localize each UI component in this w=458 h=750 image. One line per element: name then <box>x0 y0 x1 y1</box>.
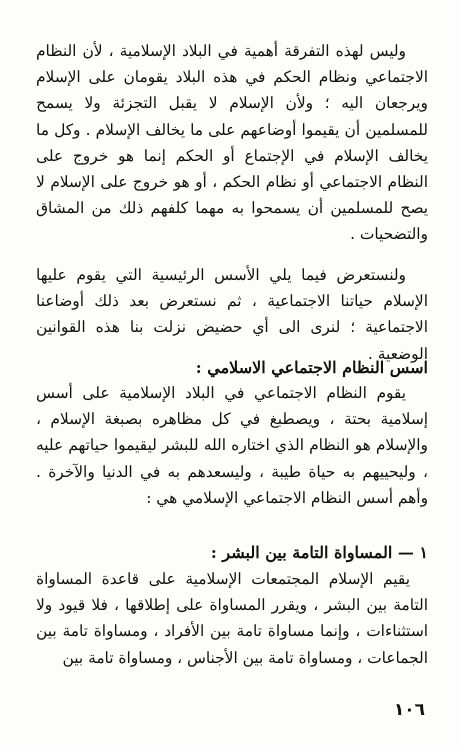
subsection-heading: ١ — المساواة التامة بين البشر : <box>210 543 428 562</box>
page-number: ١٠٦ <box>393 700 425 720</box>
paragraph-3: يقوم النظام الاجتماعي في البلاد الإسلامية على أسس إسلامية بحتة ، ويصطبغ في كل مظاهره بصبغة الإسلام ، والإسلام هو النظام الذي اختاره الله للبشر ليقيموا حياتهم عليه ، وليحييهم به حياة طيبة ، وليسعدهم به في الدنيا والآخرة . وأهم أسس النظام الاجتماعي الإسلامي هي : <box>36 384 428 507</box>
section-heading: اسس النظام الاجتماعي الاسلامي : <box>195 358 428 377</box>
paragraph-1: وليس لهذه التفرقة أهمية في البلاد الإسلامية ، لأن النظام الاجتماعي ونظام الحكم في هذه البلاد يقومان على الإسلام ويرجعان اليه ؛ ولأن الإسلام لا يقبل التجزئة ولا يسمح للمسلمين أن يقيموا أوضاعهم على ما يخالف الإسلام . وكل ما يخالف الإسلام في الإجتماع أو الحكم إنما هو خروج على النظام الاجتماعي أو نظام الحكم ، أو هو خروج على الإسلام لا يصح للمسلمين أن يسمحوا به مهما كلفهم ذلك من المشاق والتضحيات . <box>36 42 428 244</box>
paragraph-2: ولنستعرض فيما يلي الأسس الرئيسية التي يقوم عليها الإسلام حياتنا الاجتماعية ، ثم نستعرض بعد ذلك أوضاعنا الاجتماعية ؛ لنرى الى أي حضيض نزلت بنا هذه القوانين الوضعية . <box>36 266 428 363</box>
paragraph-4: يقيم الإسلام المجتمعات الإسلامية على قاعدة المساواة التامة بين البشر ، ويقرر المساواة على إطلاقها ، فلا قيود ولا استثناءات ، وإنما مساواة تامة بين الأفراد ، ومساواة تامة بين الجماعات ، ومساواة تامة بين الأجناس ، ومساواة تامة بين <box>36 570 428 667</box>
